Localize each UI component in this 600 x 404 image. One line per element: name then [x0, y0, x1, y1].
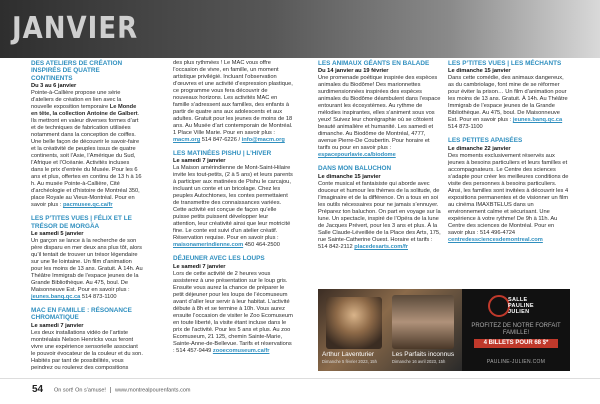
advertisement-banner[interactable] [318, 289, 570, 371]
event-phone: 514 496-4724 [479, 229, 516, 236]
page-footer [0, 378, 600, 404]
event-link[interactable]: zooecomuseum.ca/fr [212, 347, 270, 354]
column-3 [318, 60, 442, 252]
event-title: LES P’TITES VUES | LES MÉCHANTS [448, 60, 562, 67]
event-phone: 514 873-1100 [81, 294, 117, 301]
event-body [173, 264, 293, 355]
event-text: Des moments exclusivement réservés aux jeunes à besoins particuliers et leurs familles et accompagnateurs. Le Centre des sciences s’adapte pour créer les meilleures conditions de visite des personnes à besoins particuliers. Ainsi, les familles sont invitées à découvrir les 4 expositions permanentes et de visionner un film au cinéma IMAXBTELUS dans un environnement calme et sécurisant. Une expérience à votre rythme! De 9h à 11h. Au Centre des sciences de Montréal. Pour en savoir plus : [448, 152, 569, 236]
event-body [448, 68, 570, 131]
ad-promo-panel [462, 289, 570, 371]
ad-photo-area [318, 289, 462, 371]
event-phone: 514 847-6226 / [201, 137, 241, 143]
event-link[interactable]: espacepourlavie.ca/biodome [318, 152, 396, 159]
event-text: Pointe-à-Callière propose une série d’ateliers de création en lien avec la nouvelle exposition temporaire [31, 90, 122, 111]
event-date: Le dimanche 15 janvier [448, 68, 511, 75]
more-info-label: Pour en savoir plus : [31, 195, 135, 209]
event-text: Lors de cette activité de 2 heures vous assisterez à une présentation sur le loup gris. Ensuite vous aurez la chance de préparer le petit déjeuner pour les loups de l’écomuseum avant d’aller leur servir à leur habitat. L’activité débute à 8h et se termine à 10h. Vous aurez ensuite l’occasion de visiter le Zoo Ecomuseum en toute liberté, la visite étant incluse dans le prix de l’activité. Pour les 5 ans et plus. Au zoo Ecomuseum, 21 125, chemin Sainte-Marie, Sainte-Anne-de-Bellevue. Tarifs et réservations : 514 457-9449 [173, 270, 293, 354]
event-date: Le samedi 5 janvier [31, 231, 84, 238]
event-text: Un garçon se lance à la recherche de son père disparu en mer deux ans plus tôt, alors qu’il tentait de trouver un trésor légendaire sur une île lointaine. Un film d’animation pour les moins de 13 ans. Gratuit. À 14h. Au Théâtre Immigrab de l’espace jeunes de la Grande Bibliothèque. Au 475, boul. De Maisonneuve Est. Pour en savoir plus : [31, 238, 143, 294]
event-date: Le samedi 7 janvier [173, 158, 226, 165]
event-title: DES ATELIERS DE CRÉATION INSPIRÉS DE QUATRE CONTINENTS [31, 60, 123, 82]
event-title: DÉJEUNER AVEC LES LOUPS [173, 255, 265, 263]
ticket-offer-button[interactable]: 4 BILLETS POUR 68 $* [474, 339, 558, 348]
show-caption [392, 351, 462, 364]
event-title: LES PETITES APAISÉES [448, 137, 523, 145]
event-title: LES P’TITES VUES | FÉLIX ET LE TRÉSOR DE MORGÄA [31, 215, 132, 230]
exhibition-name: Le Monde en tête, la collection Antoine de Galbert [31, 104, 138, 118]
promo-text: PROFITEZ DE NOTRE FORFAIT FAMILLE! [471, 323, 561, 336]
event-link[interactable]: pacmusee.qc.ca/fr [62, 202, 113, 209]
event-email-link[interactable]: info@macm.org [241, 137, 285, 143]
website-link[interactable]: www.montrealpourenfants.com [114, 387, 191, 394]
event-link[interactable]: jeunes.banq.qc.ca [31, 294, 81, 301]
event-link[interactable]: placedesarts.com/fr [354, 243, 409, 250]
event-body [173, 60, 293, 144]
event-link[interactable]: macm.org [173, 137, 201, 143]
column-1 [31, 60, 143, 373]
show-caption [322, 351, 392, 364]
magazine-name: On sort! On s’amuse! [54, 387, 106, 394]
show-name: Les Parfaits inconnus [392, 351, 455, 358]
event-body [318, 68, 442, 159]
event-text: . Ils mettront en valeur diverses formes d’art et de techniques de fabrication utilisées notamment dans la conception de coiffes. Une belle façon de découvrir le savoir-faire et la créativité de peuples issus de quatre continents, soit l’Asie, l’Amérique du Sud, l’Afrique et l’Océanie. Activités incluses dans le prix d’entrée du Musée. Pour les 6 ans et plus, offertes en continu de 13 h à 16 h. Au musée Pointe-à-Callière, Cité d’archéologie et d’histoire de Montréal 350, place Royale au Vieux-Montréal. [31, 111, 142, 202]
show-date: Dimanche 16 avril 2023, 15h [392, 359, 446, 364]
show-date: Dimanche 5 février 2023, 15h [322, 359, 377, 364]
event-body [318, 174, 442, 251]
event-text: Une promenade poétique inspirée des espèces animales du Biodôme! Des marionnettes surdimensionnées inspirées des espèces animales du Biodôme déambulent dans l’espace entourant les écosystèmes. Au rythme de mélodies inspirantes, elles s’animent sous vos yeux! Suivez leur chorégraphie où se côtoient beauté animalière et humanité. Les samedi et dimanche. Au Biodôme de Montréal, 4777, avenue Pierre-De Coubertin. Pour horaire et tarifs ou pour en savoir plus : [318, 75, 441, 152]
event-phone: 450 464-2500 [244, 242, 280, 249]
event-body [173, 158, 293, 249]
event-date: Le samedi 7 janvier [31, 322, 84, 329]
event-title: DANS MON BALUCHON [318, 165, 392, 173]
event-date: Du 3 au 6 janvier [31, 83, 77, 90]
event-link[interactable]: centredessciencesdemontreal.com [448, 236, 543, 243]
event-text: Les deux installations vidéo de l’artiste montréalais Nelson Henricks vous feront vivre une expérience sensorielle associant le pouvoir évocateur de la couleur et du son. Habités par tant de possibilités, vous peindrez ou roulerez des compositions [31, 329, 143, 371]
event-body [31, 231, 143, 301]
venue-website-link[interactable]: PAULINE-JULIEN.COM [486, 359, 546, 365]
footer-text [54, 387, 190, 393]
event-text: Dans cette comédie, des animaux dangereux, as du cambriolage, font mine de se réformer pour éviter la prison… Un film d’animation pour les moins de 13 ans. Gratuit. À 14h. Au Théâtre Immigrab de l’espace jeunes de la Grande Bibliothèque. Au 475, boul. De Maisonneuve Est. Pour en savoir plus : [448, 75, 568, 124]
event-date: Le dimanche 22 janvier [448, 145, 511, 152]
event-date: Le dimanche 15 janvier [318, 173, 381, 180]
event-text: des plus rythmées ! Le MAC vous offre l’occasion de vivre, en famille, un moment artistique privilégié. Incluant l’observation d’œuvres et une activité d’expression plastique, ce programme vous fera découvrir de nouveaux horizons. Les activités MAC en famille s’adressent aux familles, des enfants à partir de quatre ans aux adolescents et aux adultes. Gratuit pour les jeunes de moins de 18 ans. Au Musée d’art contemporain de Montréal. 1 Place Ville Marie. Pour en savoir plus : [173, 60, 293, 136]
event-link[interactable]: jeunes.banq.qc.ca [512, 117, 563, 124]
event-body [31, 323, 143, 372]
event-link[interactable]: maisonamerindienne.com [173, 242, 244, 249]
column-2 [173, 60, 293, 356]
venue-logo-icon [488, 295, 510, 317]
event-date: Du 14 janvier au 19 février [318, 68, 389, 75]
event-text: La Maison amérindienne de Mont-Saint-Hilaire invite les tout-petits, (2 à 5 ans) et leurs parents à participer aux matinées de Pishu le carcajou, incluant un conte et un bricolage. Chez les peuples Autochtones, les contes permettaient de transmettre des connaissances variées. Cette activité est conçue de façon qu’elle puisse petits puissent développer leur attention, leur créativité ainsi que leur motricité fine. Le conte est suivi d’un atelier créatif. Réservation requise. Pour en savoir plus : [173, 165, 293, 242]
column-4 [448, 60, 570, 245]
event-date: Le samedi 7 janvier [173, 263, 226, 270]
event-text: Conte musical et fantaisiste qui aborde avec douceur et humour les thèmes de la solitude, de l’imaginaire et de la différence. On a tous en soi les outils nécessaires pour ne jamais s’ennuyer. Préparez ton baluchon. On part en voyage sur la lune. Un spectacle, inspiré de l’Opéra de la lune de Jacques Prévert, pour les 3 ans et plus. À la Salle Claude-Léveillée de la Place des Arts, 175, rue Sainte-Catherine Ouest. Horaire et tarifs : 514 842-2112 [318, 180, 441, 250]
event-title: LES MATINÉES PISHU | L’HIVER [173, 150, 272, 157]
divider [110, 387, 111, 393]
page-number: 54 [32, 384, 44, 395]
page-title: JANVIER [12, 11, 139, 47]
show-name: Arthur Laventurier [322, 351, 375, 358]
event-title: MAC EN FAMILLE : RÉSONANCE CHROMATIQUE [31, 307, 132, 322]
performer-photo [326, 297, 382, 349]
event-body [448, 146, 570, 244]
venue-name: SALLE PAULINE JULIEN [508, 297, 534, 315]
event-title: LES ANIMAUX GÉANTS EN BALADE [318, 60, 430, 67]
band-photo [392, 295, 454, 349]
event-phone: 514 873-1100 [448, 124, 483, 131]
page-header [0, 0, 600, 58]
event-body [31, 83, 143, 209]
